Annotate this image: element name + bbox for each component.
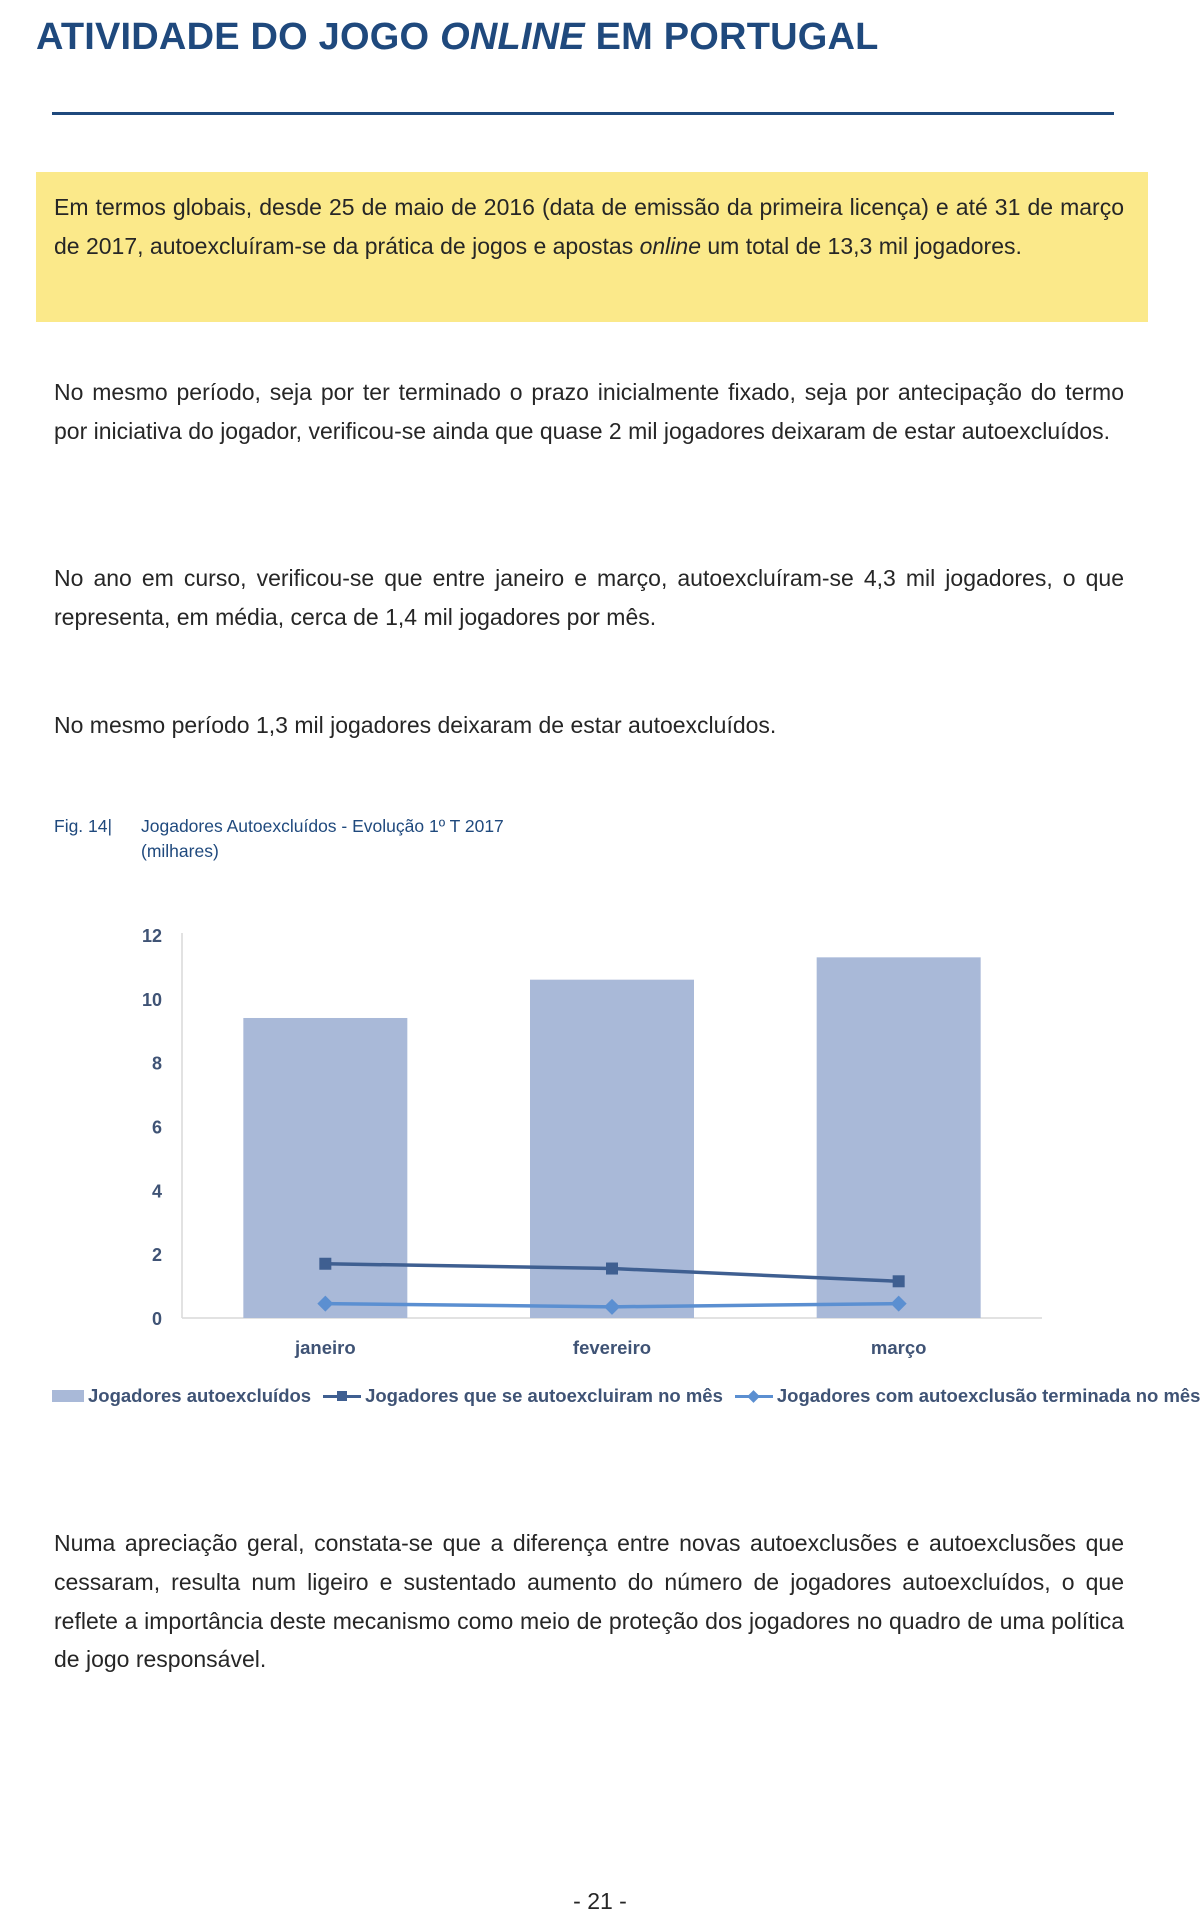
figure-label: Fig. 14| [54, 816, 113, 836]
legend-swatch-diamond-line [735, 1389, 773, 1403]
legend-swatch-square-line [323, 1389, 361, 1403]
y-tick-label: 4 [151, 1181, 162, 1202]
legend-label-terminados: Jogadores com autoexclusão terminada no mês [776, 1385, 1200, 1406]
point-square-janeiro [319, 1258, 331, 1270]
y-tick-label: 10 [141, 989, 162, 1010]
legend-label-autoexcluidos: Jogadores autoexcluídos [88, 1385, 312, 1406]
bar-janeiro [243, 1018, 407, 1318]
legend-item-autoexcluidos [52, 1385, 311, 1407]
point-square-março [893, 1275, 905, 1287]
x-tick-label: janeiro [294, 1337, 356, 1358]
x-tick-label: fevereiro [572, 1337, 652, 1358]
figure-caption [141, 814, 504, 864]
figure-subtitle: (milhares) [141, 841, 219, 861]
page-number: - 21 - [573, 1888, 627, 1914]
autoexcluidos-chart [0, 900, 1200, 1370]
highlight-paragraph: Em termos globais, desde 25 de maio de 2016 (data de emissão da primeira licença) e até 31 de março de 2017, autoexcluíram-se da prática de jogos e apostas online um total de 13,3 mil jogadores. [54, 194, 1124, 259]
page-title: ATIVIDADE DO JOGO ONLINE EM PORTUGAL [36, 16, 879, 58]
paragraph-2: No ano em curso, verificou-se que entre janeiro e março, autoexcluíram-se 4,3 mil jogadores, o que representa, em média, cerca de 1,4 mil jogadores por mês. [54, 565, 1124, 630]
y-tick-label: 0 [151, 1309, 162, 1329]
y-tick-label: 6 [151, 1117, 162, 1138]
paragraph-4: Numa apreciação geral, constata-se que a diferença entre novas autoexclusões e autoexclusões que cessaram, resulta num ligeiro e sustentado aumento do número de jogadores autoexcluídos, o que reflete a importância deste mecanismo como meio de proteção dos jogadores no quadro de uma política de jogo responsável. [54, 1530, 1124, 1673]
y-tick-label: 2 [151, 1245, 162, 1266]
figure-title: Jogadores Autoexcluídos - Evolução 1º T 2017 [141, 816, 504, 836]
point-square-fevereiro [606, 1263, 618, 1275]
paragraph-3: No mesmo período 1,3 mil jogadores deixaram de estar autoexcluídos. [54, 712, 777, 738]
y-tick-label: 12 [141, 926, 162, 946]
legend-label-novos: Jogadores que se autoexcluiram no mês [365, 1385, 723, 1406]
legend-item-novos [323, 1385, 723, 1407]
title-underline [52, 112, 1114, 115]
bar-março [817, 957, 981, 1318]
legend-item-terminados [735, 1385, 1200, 1407]
x-tick-label: março [870, 1337, 927, 1358]
y-tick-label: 8 [151, 1053, 162, 1074]
chart-legend [52, 1382, 1200, 1410]
paragraph-1: No mesmo período, seja por ter terminado o prazo inicialmente fixado, seja por antecipação do termo por iniciativa do jogador, verificou-se ainda que quase 2 mil jogadores deixaram de estar autoexcluídos. [54, 379, 1124, 444]
legend-swatch-bar [52, 1390, 84, 1402]
